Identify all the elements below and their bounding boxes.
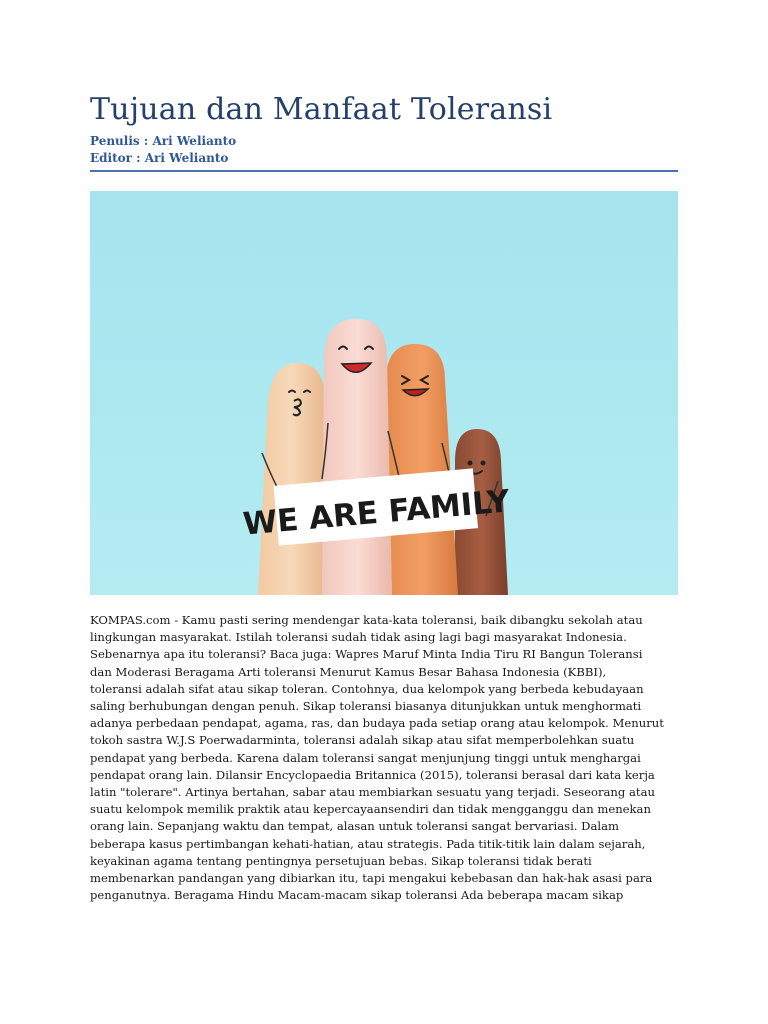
body-line: Sebenarnya apa itu toleransi? Baca juga: Wapres Maruf Minta India Tiru RI Bangun Toleransi	[90, 647, 643, 662]
body-line: adanya perbedaan pendapat, agama, ras, dan budaya pada setiap orang atau kelompok. Menurut	[90, 716, 664, 731]
body-line: KOMPAS.com - Kamu pasti sering mendengar kata-kata toleransi, baik dibangku sekolah atau	[90, 613, 643, 627]
author-line: Penulis : Ari Welianto	[90, 134, 237, 148]
finger-pink	[322, 319, 392, 595]
body-line: keyakinan agama tentang pentingnya persetujuan bebas. Sikap toleransi tidak berati	[90, 853, 592, 868]
body-line: beberapa kasus pertimbangan kehati-hatian, atau strategis. Pada titik-titik lain dalam sejarah,	[90, 836, 646, 851]
body-line: saling berhubungan dengan penuh. Sikap toleransi biasanya ditunjukkan untuk menghormati	[90, 699, 642, 714]
body-line: toleransi adalah sifat atau sikap toleran. Contohnya, dua kelompok yang berbeda kebudayaan	[90, 681, 644, 696]
title-divider	[90, 170, 678, 172]
body-line: membenarkan pandangan yang dibiarkan itu, tapi mengakui kebebasan dan hak-hak asasi para	[90, 871, 653, 886]
article-body	[90, 612, 678, 904]
body-line: suatu kelompok memilik praktik atau kepercayaansendiri dan tidak mengganggu dan menekan	[90, 802, 651, 817]
fingers-family-illustration	[90, 191, 678, 595]
editor-line: Editor : Ari Welianto	[90, 151, 229, 165]
body-line: latin "tolerare". Artinya bertahan, sabar atau membiarkan sesuatu yang terjadi. Seseorang atau	[90, 785, 655, 800]
sign-text: WE ARE FAMILY	[241, 483, 512, 543]
body-line: tokoh sastra W.J.S Poerwadarminta, toleransi adalah sikap atau sifat memperbolehkan suatu	[90, 733, 635, 748]
article-photo	[90, 191, 678, 595]
body-line: dan Moderasi Beragama Arti toleransi Menurut Kamus Besar Bahasa Indonesia (KBBI),	[90, 664, 607, 679]
article-title: Tujuan dan Manfaat Toleransi	[90, 92, 553, 127]
body-line: pendapat yang berbeda. Karena dalam toleransi sangat menjunjung tinggi untuk menghargai	[90, 750, 641, 765]
body-line: lingkungan masyarakat. Istilah toleransi sudah tidak asing lagi bagi masyarakat Indonesia.	[90, 630, 627, 645]
body-line: penganutnya. Beragama Hindu Macam-macam sikap toleransi Ada beberapa macam sikap	[90, 888, 624, 903]
body-line: pendapat orang lain. Dilansir Encyclopaedia Britannica (2015), toleransi berasal dari kata kerja	[90, 767, 655, 782]
body-line: orang lain. Sepanjang waktu dan tempat, alasan untuk toleransi sangat bervariasi. Dalam	[90, 819, 619, 834]
